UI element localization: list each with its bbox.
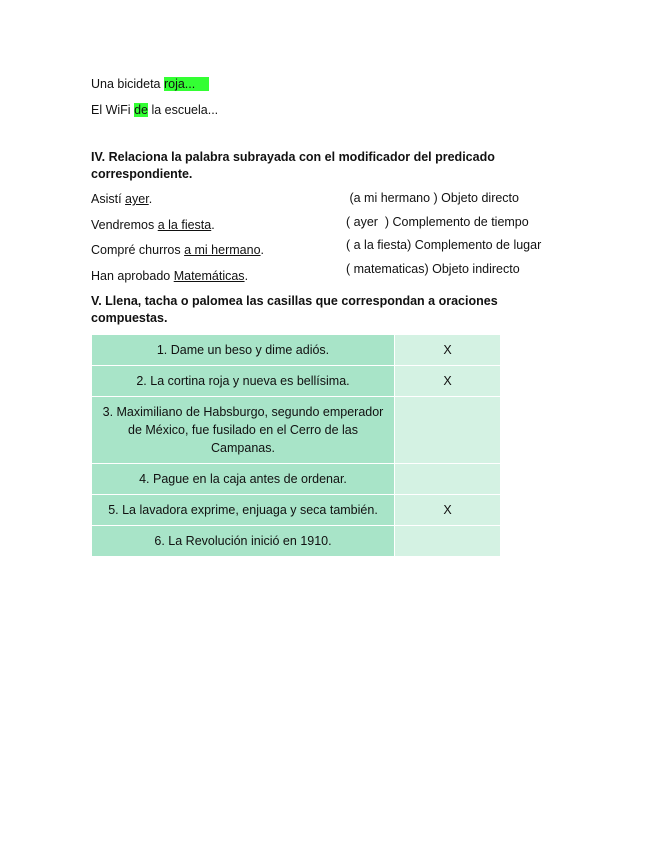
- line-2-prefix: El WiFi: [91, 103, 135, 117]
- line-1-highlight: roja...: [163, 77, 210, 91]
- sentence-cell: 2. La cortina roja y nueva es bellísima.: [92, 366, 395, 397]
- sentence-line-1: [91, 77, 209, 91]
- match-left-4-suffix: .: [244, 269, 249, 283]
- line-1-prefix: Una bicideta: [91, 77, 164, 91]
- match-left-1-prefix: Asistí: [91, 192, 126, 206]
- match-left-3: [91, 243, 264, 257]
- mark-cell[interactable]: X: [395, 335, 501, 366]
- match-right-4: ( matematicas) Objeto indirecto: [346, 262, 520, 276]
- match-right-2: ( ayer ) Complemento de tiempo: [346, 215, 529, 229]
- line-2-highlight: de: [134, 103, 148, 117]
- match-left-1-underlined: ayer: [125, 192, 149, 206]
- section-5-heading: V. Llena, tacha o palomea las casillas que correspondan a oraciones compuestas.: [91, 294, 498, 325]
- match-left-1: [91, 192, 152, 206]
- match-left-4-prefix: Han aprobado: [91, 269, 174, 283]
- match-left-2-suffix: .: [211, 218, 215, 232]
- mark-cell[interactable]: [395, 464, 501, 495]
- table-row: [92, 495, 501, 526]
- match-right-3: ( a la fiesta) Complemento de lugar: [346, 238, 542, 252]
- sentence-cell: 1. Dame un beso y dime adiós.: [92, 335, 395, 366]
- mark-cell[interactable]: [395, 397, 501, 464]
- match-left-4: [91, 269, 248, 283]
- match-left-4-underlined: Matemáticas: [173, 269, 245, 283]
- sentence-cell: 6. La Revolución inició en 1910.: [92, 526, 395, 557]
- mark-cell[interactable]: X: [395, 495, 501, 526]
- table-row: [92, 464, 501, 495]
- compound-sentence-table: [91, 334, 501, 557]
- section-4-heading: IV. Relaciona la palabra subrayada con el modificador del predicado correspondiente.: [91, 150, 495, 181]
- table-row: [92, 526, 501, 557]
- table-row: [92, 366, 501, 397]
- match-right-1: (a mi hermano ) Objeto directo: [346, 191, 519, 205]
- sentence-cell: 5. La lavadora exprime, enjuaga y seca también.: [92, 495, 395, 526]
- line-2-suffix: la escuela...: [147, 103, 219, 117]
- mark-cell[interactable]: X: [395, 366, 501, 397]
- sentence-line-2: [91, 103, 218, 117]
- match-left-2-underlined: a la fiesta: [157, 218, 212, 232]
- match-left-3-underlined: a mi hermano: [184, 243, 261, 257]
- sentence-cell: 4. Pague en la caja antes de ordenar.: [92, 464, 395, 495]
- table-row: [92, 335, 501, 366]
- table-row: [92, 397, 501, 464]
- sentence-cell: 3. Maximiliano de Habsburgo, segundo emperador de México, fue fusilado en el Cerro de las Campanas.: [92, 397, 395, 464]
- match-left-3-prefix: Compré churros: [91, 243, 185, 257]
- mark-cell[interactable]: [395, 526, 501, 557]
- match-left-2-prefix: Vendremos: [91, 218, 158, 232]
- match-left-1-suffix: .: [148, 192, 153, 206]
- match-left-2: [91, 218, 215, 232]
- match-left-3-suffix: .: [260, 243, 265, 257]
